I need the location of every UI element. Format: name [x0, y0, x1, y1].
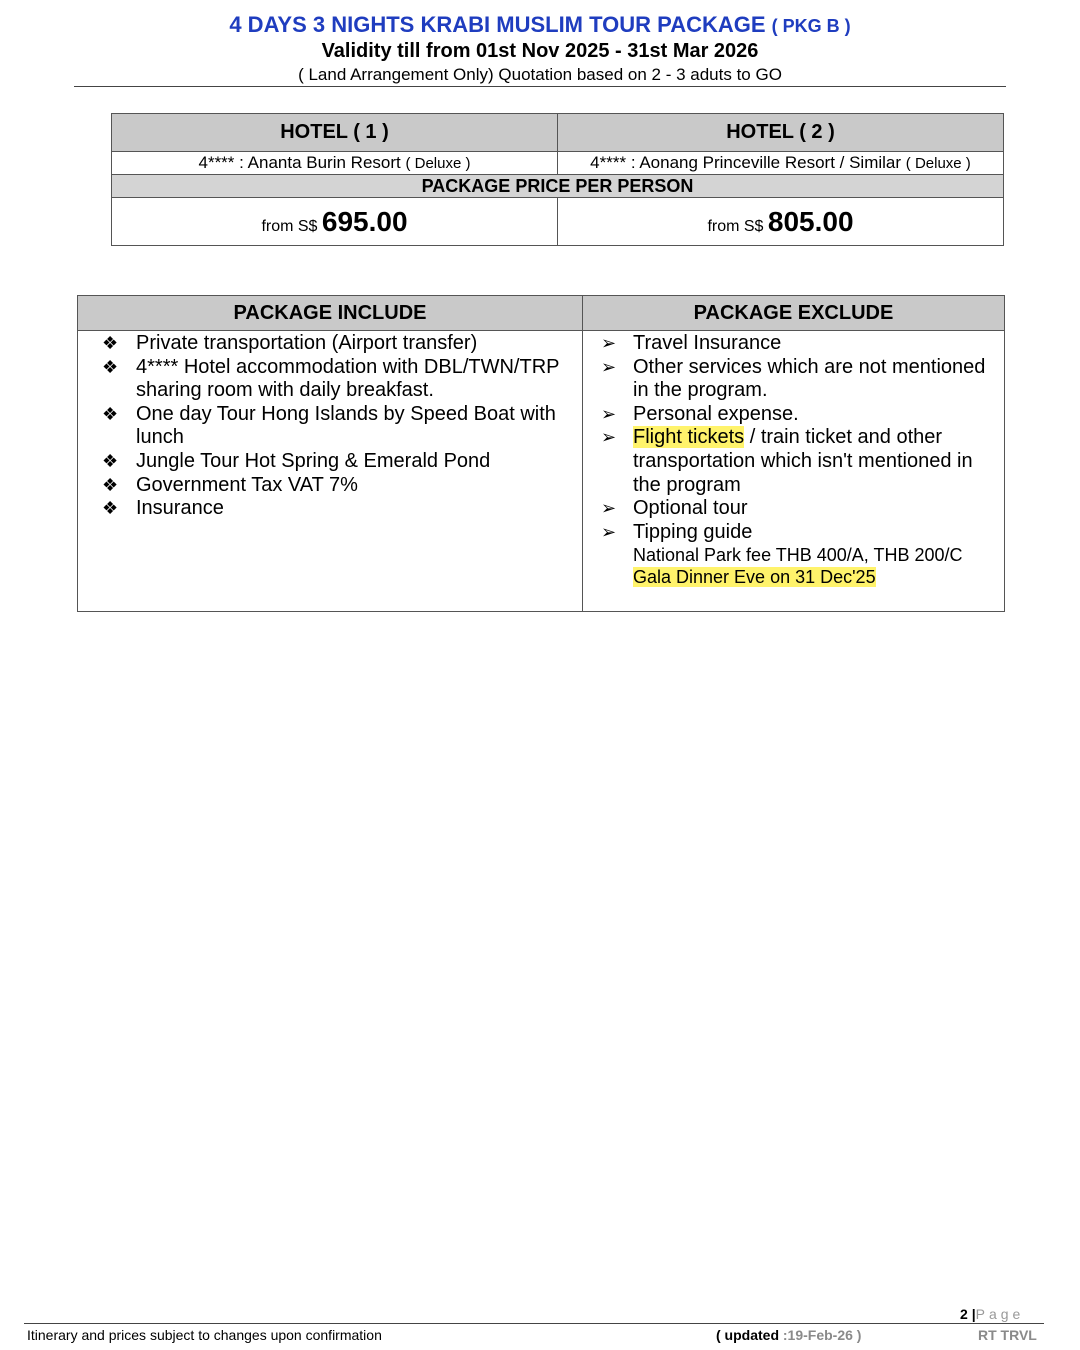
footer-disclaimer: Itinerary and prices subject to changes upon confirmation — [27, 1327, 382, 1343]
hotel-2-price: 805.00 — [767, 205, 854, 237]
gala-dinner-note — [583, 566, 1004, 588]
hotel-1-price: 695.00 — [321, 205, 408, 237]
exclude-item-text: Tipping guide — [633, 520, 753, 543]
list-item — [601, 426, 998, 497]
include-item-text: 4**** Hotel accommodation with DBL/TWN/TRP sharing room with daily breakfast. — [136, 355, 560, 402]
hotel-2-name-cell — [558, 152, 1004, 175]
include-heading: PACKAGE INCLUDE — [78, 296, 583, 331]
exclude-item-text: Personal expense. — [633, 402, 799, 425]
arrowhead-bullet-icon: ➢ — [601, 333, 617, 353]
list-item — [102, 449, 576, 474]
exclude-item-text: Optional tour — [633, 497, 748, 520]
include-exclude-table — [77, 295, 1005, 612]
price-per-person-heading: PACKAGE PRICE PER PERSON — [112, 175, 1004, 198]
list-item — [102, 402, 576, 450]
validity-line: Validity till from 01st Nov 2025 - 31st Mar 2026 — [321, 40, 759, 62]
gala-dinner-highlight: Gala Dinner Eve on 31 Dec'25 — [633, 567, 876, 588]
quotation-line: ( Land Arrangement Only) Quotation based on 2 - 3 aduts to GO — [298, 65, 782, 84]
arrowhead-bullet-icon: ➢ — [601, 403, 617, 424]
arrowhead-bullet-icon: ➢ — [601, 521, 617, 542]
include-item-text: Insurance — [136, 497, 224, 520]
hotel-1-heading: HOTEL ( 1 ) — [112, 114, 558, 152]
page-word: Page — [975, 1306, 1025, 1322]
diamond-bullet-icon: ❖ — [102, 333, 119, 353]
diamond-bullet-icon: ❖ — [102, 498, 119, 519]
page-number — [960, 1306, 1024, 1322]
exclude-item-text: Travel Insurance — [633, 332, 782, 354]
hotel-1-name-cell — [112, 152, 558, 175]
include-item-text: Jungle Tour Hot Spring & Emerald Pond — [136, 449, 491, 472]
list-item — [102, 473, 576, 498]
footer-divider — [24, 1323, 1044, 1324]
diamond-bullet-icon: ❖ — [102, 403, 119, 424]
hotel-price-table — [111, 113, 1004, 246]
exclude-list — [583, 331, 1004, 544]
national-park-fee-note: National Park fee THB 400/A, THB 200/C — [633, 545, 963, 566]
hotel-2-price-prefix: from S$ — [707, 217, 764, 235]
list-item — [601, 355, 998, 403]
exclude-heading: PACKAGE EXCLUDE — [583, 296, 1005, 331]
arrowhead-bullet-icon: ➢ — [601, 356, 617, 377]
document-title — [0, 12, 1080, 38]
header-divider — [74, 86, 1006, 87]
include-item-text: One day Tour Hong Islands by Speed Boat with lunch — [136, 402, 556, 449]
hotel-1-price-cell — [112, 198, 558, 246]
updated-label: ( updated — [716, 1327, 779, 1343]
diamond-bullet-icon: ❖ — [102, 474, 119, 495]
list-item — [601, 520, 998, 545]
include-list — [78, 331, 582, 521]
package-tag: ( PKG B ) — [771, 16, 851, 36]
include-item-text: Private transportation (Airport transfer) — [136, 332, 478, 354]
title-text: 4 DAYS 3 NIGHTS KRABI MUSLIM TOUR PACKAGE — [229, 12, 766, 37]
flight-tickets-highlight: Flight tickets — [633, 426, 745, 449]
arrowhead-bullet-icon: ➢ — [601, 498, 617, 519]
include-cell — [78, 331, 583, 612]
list-item — [102, 497, 576, 521]
exclude-cell — [583, 331, 1005, 612]
list-item — [601, 332, 998, 356]
hotel-2-price-cell — [558, 198, 1004, 246]
exclude-item-text: / train ticket and other transportation which isn't mentioned in the program — [633, 426, 973, 496]
hotel-1-price-prefix: from S$ — [261, 217, 318, 235]
hotel-1-name: 4**** : Ananta Burin Resort — [198, 153, 401, 172]
exclude-item-text: Other services which are not mentioned in the program. — [633, 355, 986, 402]
diamond-bullet-icon: ❖ — [102, 450, 119, 471]
hotel-1-room-type: ( Deluxe ) — [405, 155, 471, 172]
list-item — [601, 402, 998, 427]
include-item-text: Government Tax VAT 7% — [136, 473, 358, 496]
arrowhead-bullet-icon: ➢ — [601, 427, 617, 448]
updated-date: :19-Feb-26 ) — [782, 1327, 862, 1343]
page-number-value: 2 — [960, 1306, 968, 1322]
list-item — [601, 497, 998, 521]
diamond-bullet-icon: ❖ — [102, 356, 119, 377]
list-item — [102, 355, 576, 403]
footer-brand: RT TRVL — [978, 1327, 1037, 1343]
hotel-2-name: 4**** : Aonang Princeville Resort / Similar — [590, 153, 902, 172]
hotel-2-heading: HOTEL ( 2 ) — [558, 114, 1004, 152]
hotel-2-room-type: ( Deluxe ) — [905, 155, 971, 172]
footer-updated — [716, 1327, 861, 1343]
list-item — [102, 332, 576, 356]
page-separator: | — [971, 1306, 976, 1322]
